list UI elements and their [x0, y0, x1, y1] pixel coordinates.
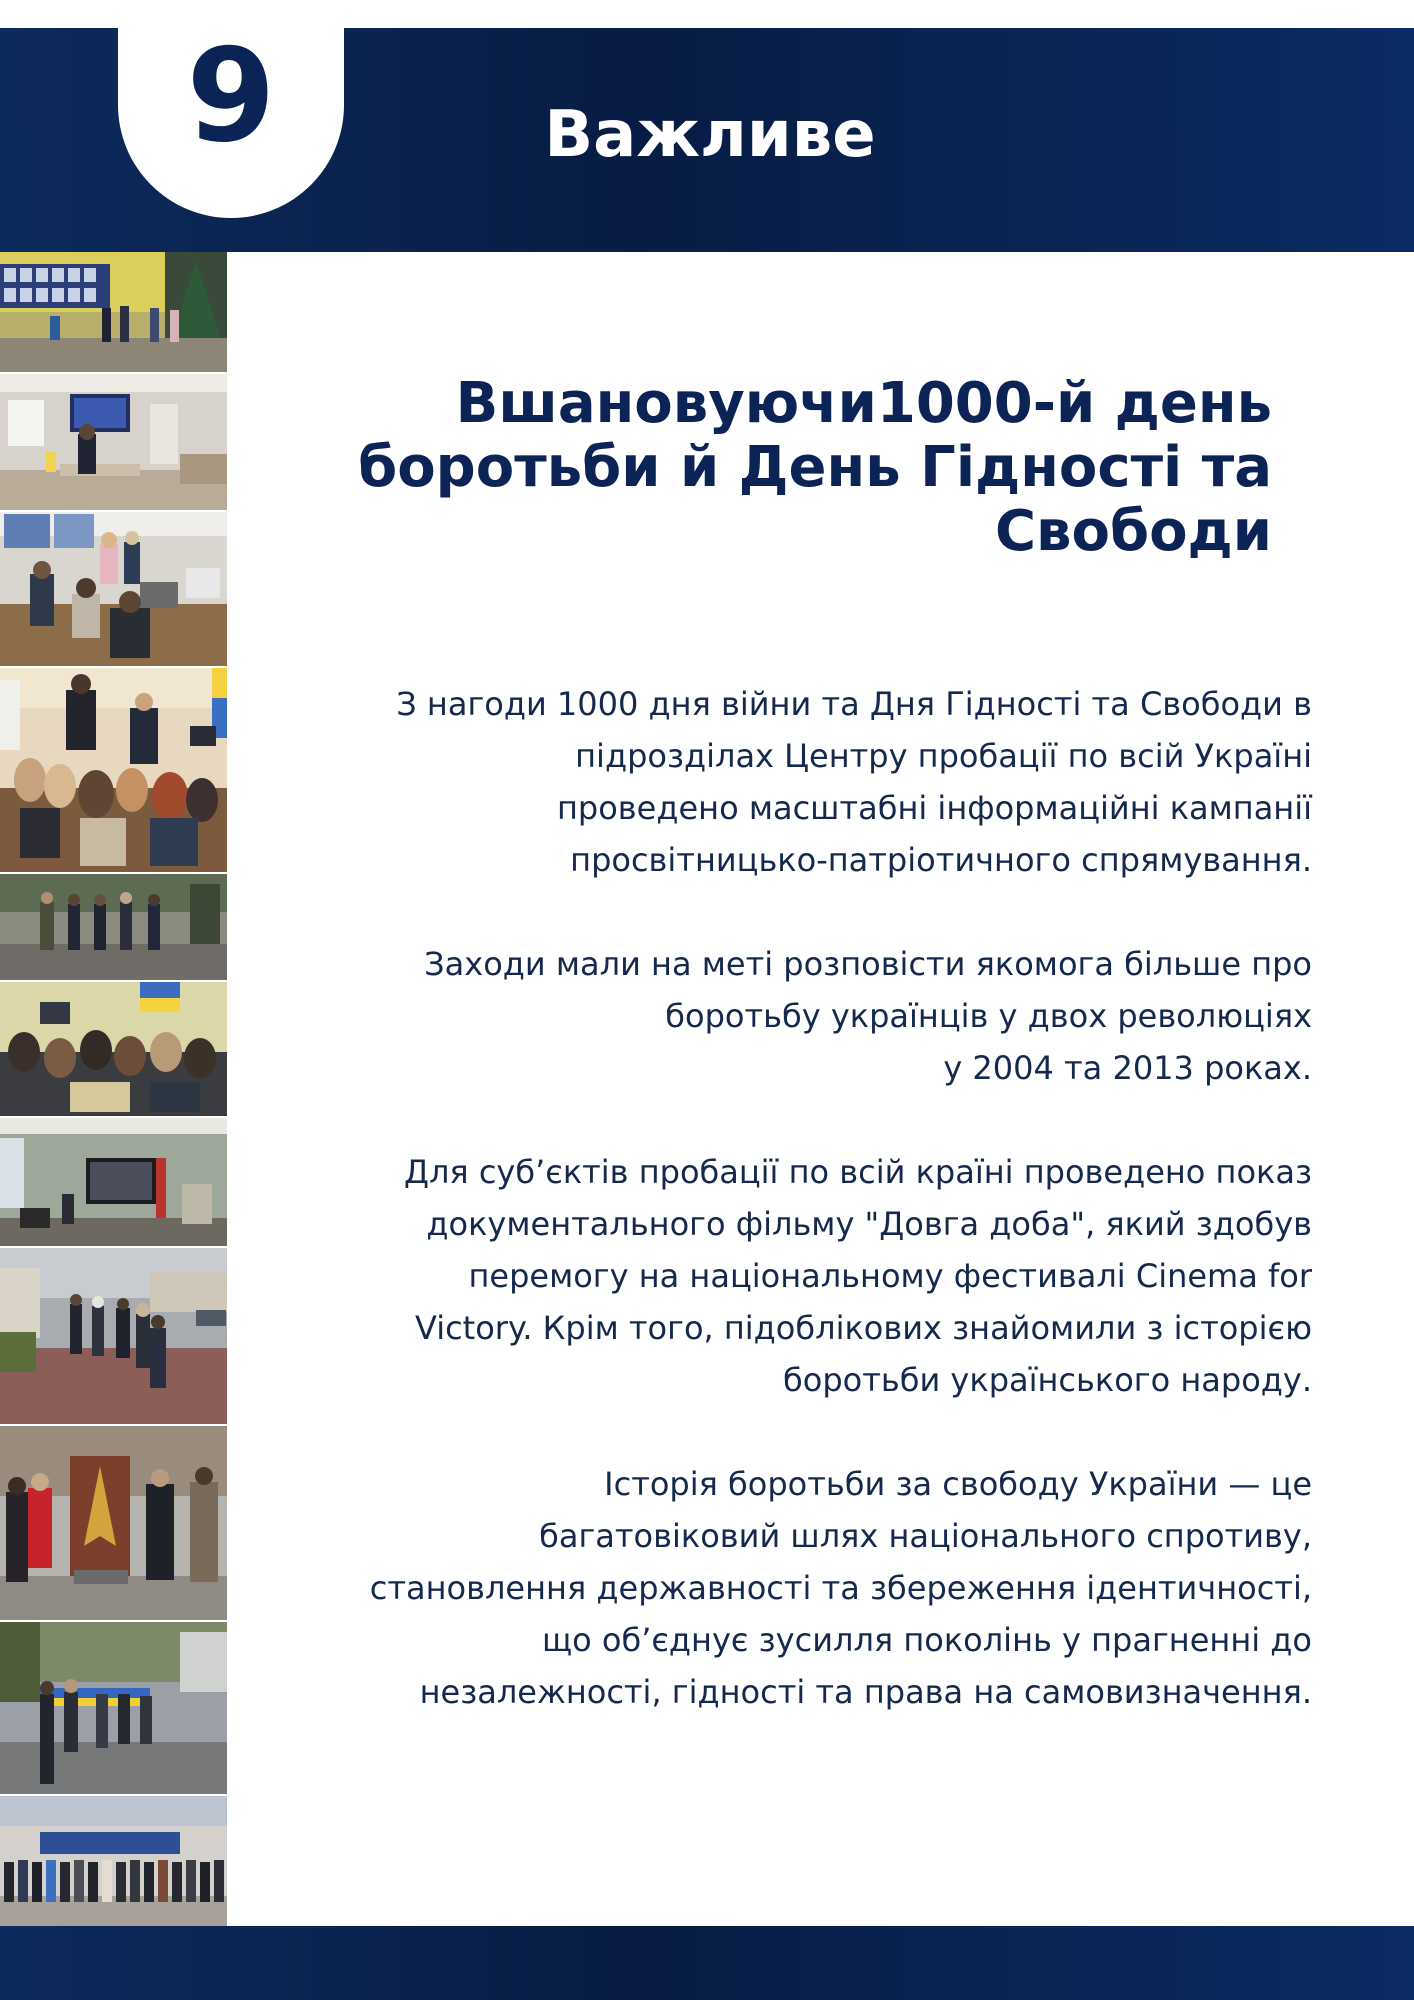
paragraph-line: становлення державності та збереження ідентичності,: [369, 1569, 1312, 1607]
photo-trident-monument: [0, 1426, 227, 1622]
article-title-line: Вшановуючи1000-й день: [455, 371, 1272, 436]
paragraph-goals: [250, 938, 1312, 1094]
paragraph-line: що об’єднує зусилля поколінь у прагненні до: [541, 1621, 1312, 1659]
photo-strip: [0, 252, 227, 1924]
photo-film-screening: [0, 1118, 227, 1248]
paragraph-line: Історія боротьби за свободу України — це: [604, 1465, 1312, 1503]
paragraph-line: перемогу на національному фестивалі Cinema for: [468, 1257, 1312, 1295]
paragraph-line: документального фільму "Довга доба", який здобув: [426, 1205, 1312, 1243]
paragraph-line: просвітницько-патріотичного спрямування.: [570, 841, 1312, 879]
paragraph-line: Для суб’єктів пробації по всій країні проведено показ: [403, 1153, 1312, 1191]
photo-outdoor-memorial: [0, 874, 227, 982]
article-title: [300, 372, 1272, 564]
footer-band: [0, 1926, 1414, 2000]
paragraph-film: [250, 1146, 1312, 1406]
paragraph-history: [250, 1458, 1312, 1718]
article-body: [250, 678, 1312, 1770]
paragraph-line: незалежності, гідності та права на самовизначення.: [419, 1673, 1312, 1711]
section-title: Важливе: [544, 98, 876, 172]
paragraph-line: у 2004 та 2013 роках.: [943, 1049, 1312, 1087]
photo-plaza-lineup: [0, 1248, 227, 1426]
article-title-line: боротьби й День Гідності та: [358, 435, 1272, 500]
paragraph-line: боротьби українського народу.: [783, 1361, 1312, 1399]
paragraph-line: Victory. Крім того, підоблікових знайомили з історією: [415, 1309, 1312, 1347]
photo-audience-flag: [0, 982, 227, 1118]
paragraph-line: підрозділах Центру пробації по всій Україні: [575, 737, 1312, 775]
photo-group-flags: [0, 1622, 227, 1796]
paragraph-line: Заходи мали на меті розповісти якомога більше про: [424, 945, 1312, 983]
photo-office-presentation: [0, 374, 227, 512]
paragraph-line: багатовіковий шлях національного спротиву,: [539, 1517, 1312, 1555]
page-number: 9: [186, 22, 276, 171]
photo-classroom-audience: [0, 668, 227, 874]
paragraph-line: проведено масштабні інформаційні кампанії: [556, 789, 1312, 827]
article-title-line: Свободи: [994, 499, 1272, 564]
photo-indoor-lineup: [0, 1796, 227, 1926]
photo-memorial-wall: [0, 252, 227, 374]
paragraph-line: боротьбу українців у двох революціях: [665, 997, 1312, 1035]
paragraph-intro: [250, 678, 1312, 886]
photo-office-group: [0, 512, 227, 668]
paragraph-line: З нагоди 1000 дня війни та Дня Гідності та Свободи в: [396, 685, 1312, 723]
